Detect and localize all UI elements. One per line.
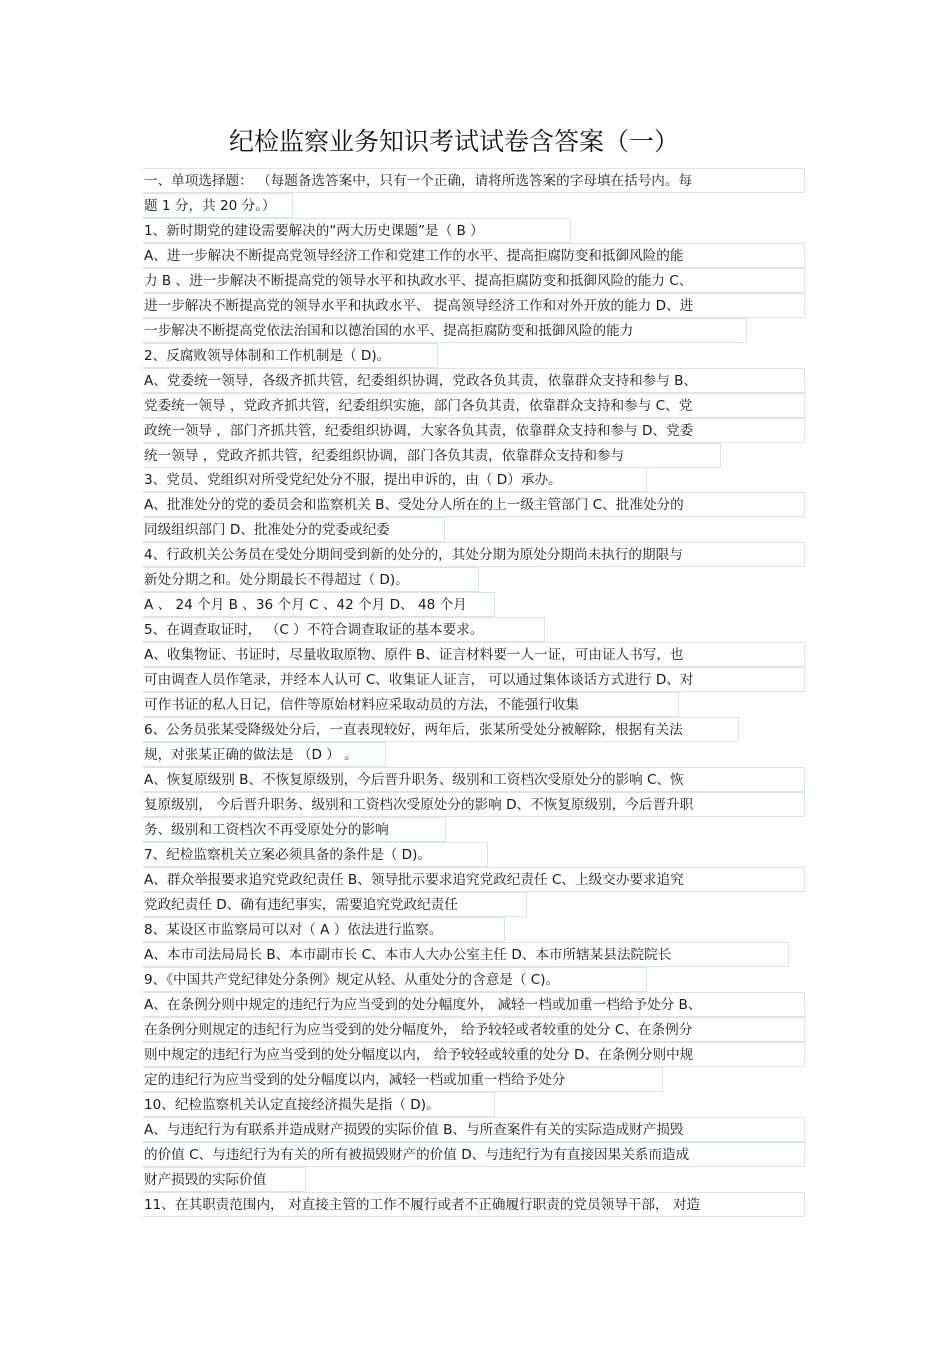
text-line: 5、在调查取证时， （C ）不符合调查取证的基本要求。	[143, 617, 545, 642]
text-line: A、进一步解决不断提高党领导经济工作和党建工作的水平、提高拒腐防变和抵御风险的能	[143, 243, 805, 268]
text-line: 党委统一领导 ，党政齐抓共管，纪委组织实施，部门各负其责，依靠群众支持和参与 C、党	[143, 393, 805, 418]
text-line: 一步解决不断提高党依法治国和以德治国的水平、提高拒腐防变和抵御风险的能力	[143, 318, 747, 343]
text-line: 同级组织部门 D、批准处分的党委或纪委	[143, 517, 445, 542]
text-line: A、恢复原级别 B、不恢复原级别，今后晋升职务、级别和工资档次受原处分的影响 C、恢	[143, 767, 805, 792]
text-line: 3、党员、党组织对所受党纪处分不服，提出申诉的，由（ D）承办。	[143, 467, 647, 492]
text-line: A、在条例分则中规定的违纪行为应当受到的处分幅度外， 减轻一档或加重一档给予处分 B、	[143, 992, 805, 1017]
text-line: 财产损毁的实际价值	[143, 1167, 306, 1192]
text-line: 规，对张某正确的做法是 （D ） 。	[143, 742, 386, 767]
text-line: 在条例分则规定的违纪行为应当受到的处分幅度外， 给予较轻或者较重的处分 C、在条例分	[143, 1017, 805, 1042]
text-line: 10、纪检监察机关认定直接经济损失是指（ D)。	[143, 1092, 495, 1117]
text-line: A、批准处分的党的委员会和监察机关 B、受处分人所在的上一级主管部门 C、批准处分的	[143, 492, 805, 517]
document-title: 纪检监察业务知识考试试卷含答案（一）	[229, 127, 680, 156]
text-line: 6、公务员张某受降级处分后，一直表现较好，两年后，张某所受处分被解除，根据有关法	[143, 717, 739, 742]
text-line: A、收集物证、书证时，尽量收取原物、原件 B、证言材料要一人一证，可由证人书写，也	[143, 642, 805, 667]
text-line: 可作书证的私人日记，信件等原始材料应采取动员的方法，不能强行收集	[143, 692, 679, 717]
text-line: 7、纪检监察机关立案必须具备的条件是（ D)。	[143, 842, 488, 867]
text-line: A、党委统一领导，各级齐抓共管，纪委组织协调，党政各负其责，依靠群众支持和参与 B、	[143, 368, 805, 393]
text-line: 可由调查人员作笔录，并经本人认可 C、收集证人证言， 可以通过集体谈话方式进行 D、对	[143, 667, 805, 692]
text-line: 题 1 分，共 20 分。）	[143, 193, 293, 218]
text-line: 8、某设区市监察局可以对（ A ）依法进行监察。	[143, 917, 505, 942]
text-line: 2、反腐败领导体制和工作机制是（ D)。	[143, 343, 438, 368]
text-line: 统一领导 ，党政齐抓共管，纪委组织协调，部门各负其责，依靠群众支持和参与	[143, 443, 721, 468]
text-line: 1、新时期党的建设需要解决的“两大历史课题”是（ B ）	[143, 218, 571, 243]
text-line: 11、在其职责范围内， 对直接主管的工作不履行或者不正确履行职责的党员领导干部， 对造	[143, 1192, 805, 1217]
text-line: 复原级别， 今后晋升职务、级别和工资档次受原处分的影响 D、不恢复原级别，今后晋升职	[143, 792, 805, 817]
text-line: 9、《中国共产党纪律处分条例》规定从轻、从重处分的含意是（ C)。	[143, 967, 647, 992]
text-line: A、与违纪行为有联系并造成财产损毁的实际价值 B、与所查案件有关的实际造成财产损毁	[143, 1117, 805, 1142]
text-line: 定的违纪行为应当受到的处分幅度以内，减轻一档或加重一档给予处分	[143, 1067, 663, 1092]
text-line: A 、 24 个月 B 、36 个月 C 、42 个月 D、 48 个月	[143, 592, 495, 617]
text-line: 则中规定的违纪行为应当受到的处分幅度以内， 给予较轻或较重的处分 D、在条例分则中规	[143, 1042, 805, 1067]
text-line: A、本市司法局局长 B、本市副市长 C、本市人大办公室主任 D、本市所辖某县法院院长	[143, 942, 789, 967]
text-line: 的价值 C、与违纪行为有关的所有被损毁财产的价值 D、与违纪行为有直接因果关系而造成	[143, 1142, 805, 1167]
text-line: 政统一领导 ，部门齐抓共管，纪委组织协调，大家各负其责，依靠群众支持和参与 D、党委	[143, 418, 805, 443]
text-line: A、群众举报要求追究党政纪责任 B、领导批示要求追究党政纪责任 C、上级交办要求追究	[143, 867, 805, 892]
text-line: 党政纪责任 D、确有违纪事实，需要追究党政纪责任	[143, 892, 527, 917]
text-line: 新处分期之和。处分期最长不得超过（ D)。	[143, 567, 479, 592]
text-line: 进一步解决不断提高党的领导水平和执政水平、 提高领导经济工作和对外开放的能力 D、进	[143, 293, 805, 318]
text-line: 一、单项选择题： （每题备选答案中，只有一个正确，请将所选答案的字母填在括号内。每	[143, 168, 805, 193]
text-line: 力 B 、进一步解决不断提高党的领导水平和执政水平、提高拒腐防变和抵御风险的能力 C、	[143, 268, 805, 293]
text-line: 务、级别和工资档次不再受原处分的影响	[143, 817, 446, 842]
text-line: 4、行政机关公务员在受处分期间受到新的处分的，其处分期为原处分期尚未执行的期限与	[143, 542, 805, 567]
